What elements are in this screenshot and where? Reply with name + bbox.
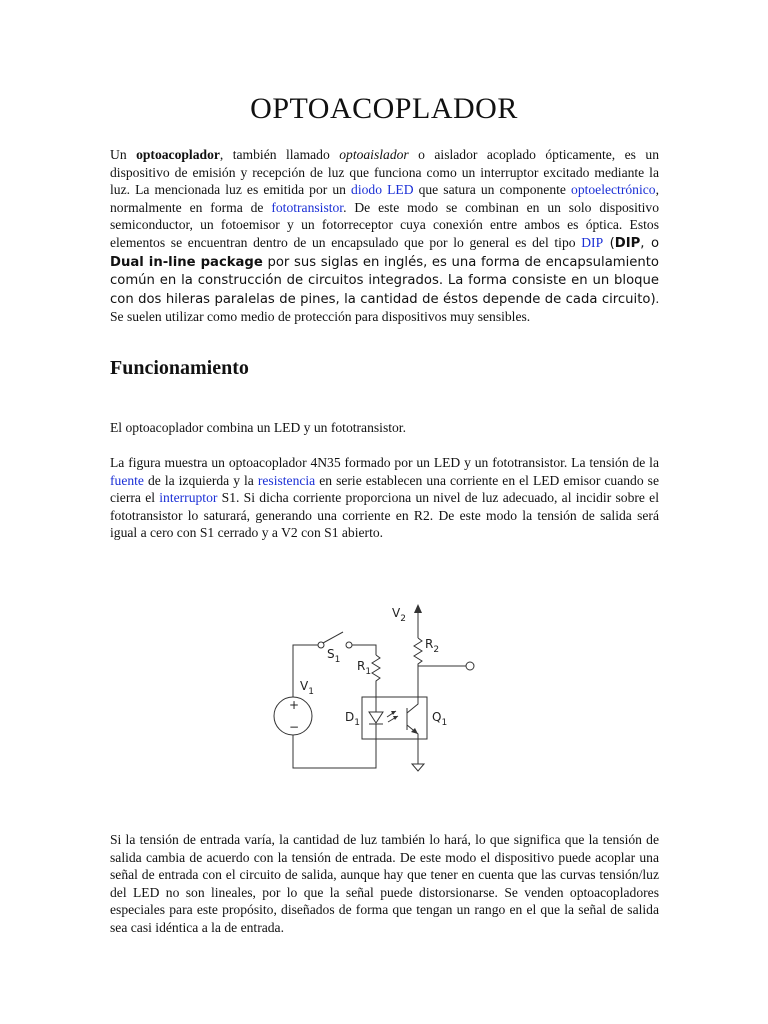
- term-dip: DIP: [614, 235, 641, 251]
- intro-text: , o: [640, 235, 660, 251]
- para2-text: S1. Si dicha corriente proporciona un nivel de luz adecuado, al incidir sobre el fototransistor lo saturará, generando una corriente en R2. De este modo la tensión de salida será igual a cero con S1 cerrado y a V2 con S1 abierto.: [110, 490, 659, 541]
- link-diodo-led[interactable]: diodo LED: [351, 182, 414, 198]
- intro-text: . Se suelen utilizar como medio de protección para dispositivos muy sensibles.: [110, 290, 659, 325]
- v1-minus-sign: −: [289, 720, 300, 734]
- intro-text: por sus siglas en inglés, es una forma de encapsulamiento común en la construcción de circuitos integrados. La forma consiste en un bloque con dos hileras paralelas de pines, la cantidad de éstos depende de cada circuito): [110, 254, 659, 307]
- term-dual-in-line-package: Dual in-line package: [110, 254, 263, 270]
- ground-symbol: [412, 764, 424, 771]
- paragraph-2: [110, 454, 659, 542]
- term-optoaislador: optoaislador: [339, 147, 409, 162]
- section-heading: Funcionamiento: [110, 357, 249, 379]
- intro-text: , normalmente en forma de: [110, 182, 659, 215]
- optocoupler-circuit-diagram: [260, 600, 490, 785]
- paragraph-3: Si la tensión de entrada varía, la cantidad de luz también lo hará, lo que significa que la tensión de salida cambia de acuerdo con la tensión de entrada. De este modo el dispositivo puede acoplar una señal de entrada con el circuito de salida, aunque hay que tener en cuenta que las curvas tensión/luz del LED no son lineales, por lo que la señal puede distorsionarse. Se venden optoacopladores especiales para este propósito, diseñados de forma que tengan un rango en el que la señal de salida sea casi idéntica a la de entrada.: [110, 832, 659, 935]
- link-interruptor[interactable]: interruptor: [159, 490, 218, 506]
- link-resistencia[interactable]: resistencia: [257, 472, 316, 488]
- v1-plus-sign: +: [289, 698, 300, 712]
- page-title: OPTOACOPLADOR: [250, 92, 518, 125]
- label-v2: $V_2$: [392, 606, 406, 624]
- resistor-r2: [414, 638, 422, 700]
- intro-text: o aislador acoplado ópticamente, es un dispositivo de emisión y recepción de luz que funciona como un interruptor excitado mediante la luz. La mencionada luz es emitida por un: [110, 147, 660, 198]
- label-r2: $R_2$: [425, 637, 440, 655]
- intro-paragraph: [110, 146, 659, 326]
- link-optoelectronico[interactable]: optoelectrónico: [571, 182, 656, 198]
- label-d1: $D_1$: [345, 710, 360, 728]
- label-v1: $V_1$: [300, 679, 314, 697]
- switch-s1-right-terminal: [346, 642, 352, 648]
- intro-text: . De este modo se combinan en un solo dispositivo semiconductor, un fotoemisor y un fotorreceptor cuya conexión entre ambos es óptica. Estos elementos se encuentran dentro de un encapsulado que por lo general es del tipo: [110, 199, 659, 250]
- intro-text: que satura un componente: [413, 182, 572, 198]
- output-terminal: [466, 662, 474, 670]
- label-q1: $Q_1$: [432, 710, 448, 728]
- link-fototransistor[interactable]: fototransistor: [271, 199, 344, 215]
- link-dip[interactable]: DIP: [581, 234, 604, 250]
- label-s1: $S_1$: [327, 647, 341, 665]
- wire-left-bottom: [293, 735, 376, 768]
- para2-text: de la izquierda y la: [143, 472, 258, 488]
- para2-text: en serie establecen una corriente en el LED emisor cuando se cierra el: [110, 472, 659, 506]
- intro-text: Un: [110, 147, 137, 162]
- intro-text: , también llamado: [219, 147, 340, 162]
- led-d1: [369, 712, 383, 723]
- switch-s1-blade: [323, 632, 343, 643]
- paragraph-1: El optoacoplador combina un LED y un fototransistor.: [110, 420, 406, 435]
- term-optoacoplador: optoacoplador: [136, 147, 220, 162]
- link-fuente[interactable]: fuente: [110, 472, 144, 488]
- phototransistor-collector: [407, 700, 418, 713]
- wire-switch-to-r1: [352, 645, 376, 655]
- label-r1: $R_1$: [357, 659, 372, 677]
- v2-arrow-icon: [414, 604, 422, 613]
- intro-text: (: [603, 235, 615, 251]
- para2-text: La figura muestra un optoacoplador 4N35 formado por un LED y un fototransistor. La tensión de la: [110, 455, 659, 470]
